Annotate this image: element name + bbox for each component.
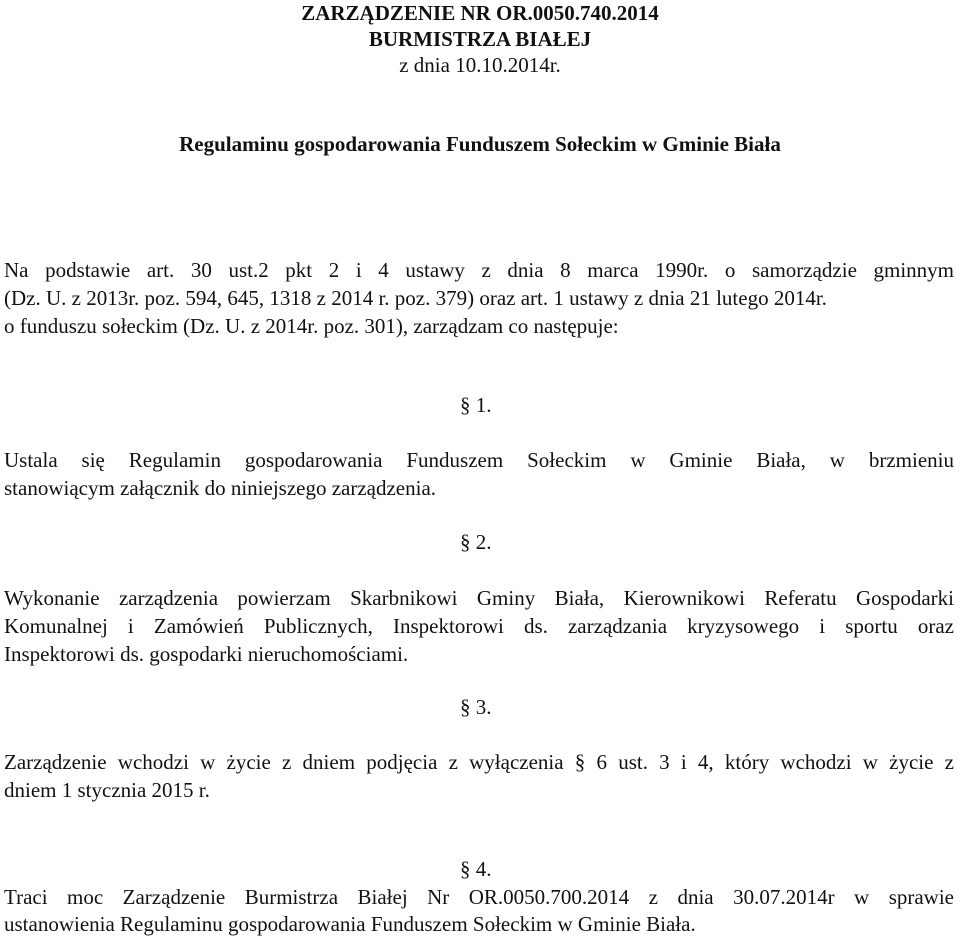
section-4-line-2: ustanowienia Regulaminu gospodarowania Funduszem Sołeckim w Gminie Biała. [4, 912, 696, 936]
section-3-line-1: Zarządzenie wchodzi w życie z dniem podjęcia z wyłączenia § 6 ust. 3 i 4, który wchodzi w życie z [4, 750, 954, 774]
document-title: ZARZĄDZENIE NR OR.0050.740.2014 [301, 1, 659, 25]
preamble-line-3: o funduszu sołeckim (Dz. U. z 2014r. poz. 301), zarządzam co następuje: [4, 314, 619, 338]
document-date: z dnia 10.10.2014r. [399, 53, 561, 77]
section-2-line-1: Wykonanie zarządzenia powierzam Skarbnikowi Gminy Biała, Kierownikowi Referatu Gospodarki [4, 586, 954, 610]
section-4-number: § 4. [460, 857, 492, 881]
section-1-number: § 1. [460, 393, 492, 417]
section-2-number: § 2. [460, 530, 492, 554]
section-1-line-2: stanowiącym załącznik do niniejszego zarządzenia. [4, 476, 437, 500]
section-3-line-2: dniem 1 stycznia 2015 r. [4, 778, 210, 802]
document-subject: Regulaminu gospodarowania Funduszem Sołeckim w Gminie Biała [179, 132, 781, 156]
preamble-line-2: (Dz. U. z 2013r. poz. 594, 645, 1318 z 2014 r. poz. 379) oraz art. 1 ustawy z dnia 21 lutego 2014r. [4, 286, 827, 310]
section-3-number: § 3. [460, 695, 492, 719]
section-1-line-1: Ustala się Regulamin gospodarowania Funduszem Sołeckim w Gminie Biała, w brzmieniu [4, 448, 954, 472]
document-issuer: BURMISTRZA BIAŁEJ [368, 27, 592, 51]
preamble-line-1: Na podstawie art. 30 ust.2 pkt 2 i 4 ustawy z dnia 8 marca 1990r. o samorządzie gminnym [4, 258, 954, 282]
section-4-line-1: Traci moc Zarządzenie Burmistrza Białej Nr OR.0050.700.2014 z dnia 30.07.2014r w sprawie [4, 885, 954, 909]
section-2-line-2: Komunalnej i Zamówień Publicznych, Inspektorowi ds. zarządzania kryzysowego i sportu oraz [4, 614, 954, 638]
section-2-line-3: Inspektorowi ds. gospodarki nieruchomościami. [4, 642, 409, 666]
